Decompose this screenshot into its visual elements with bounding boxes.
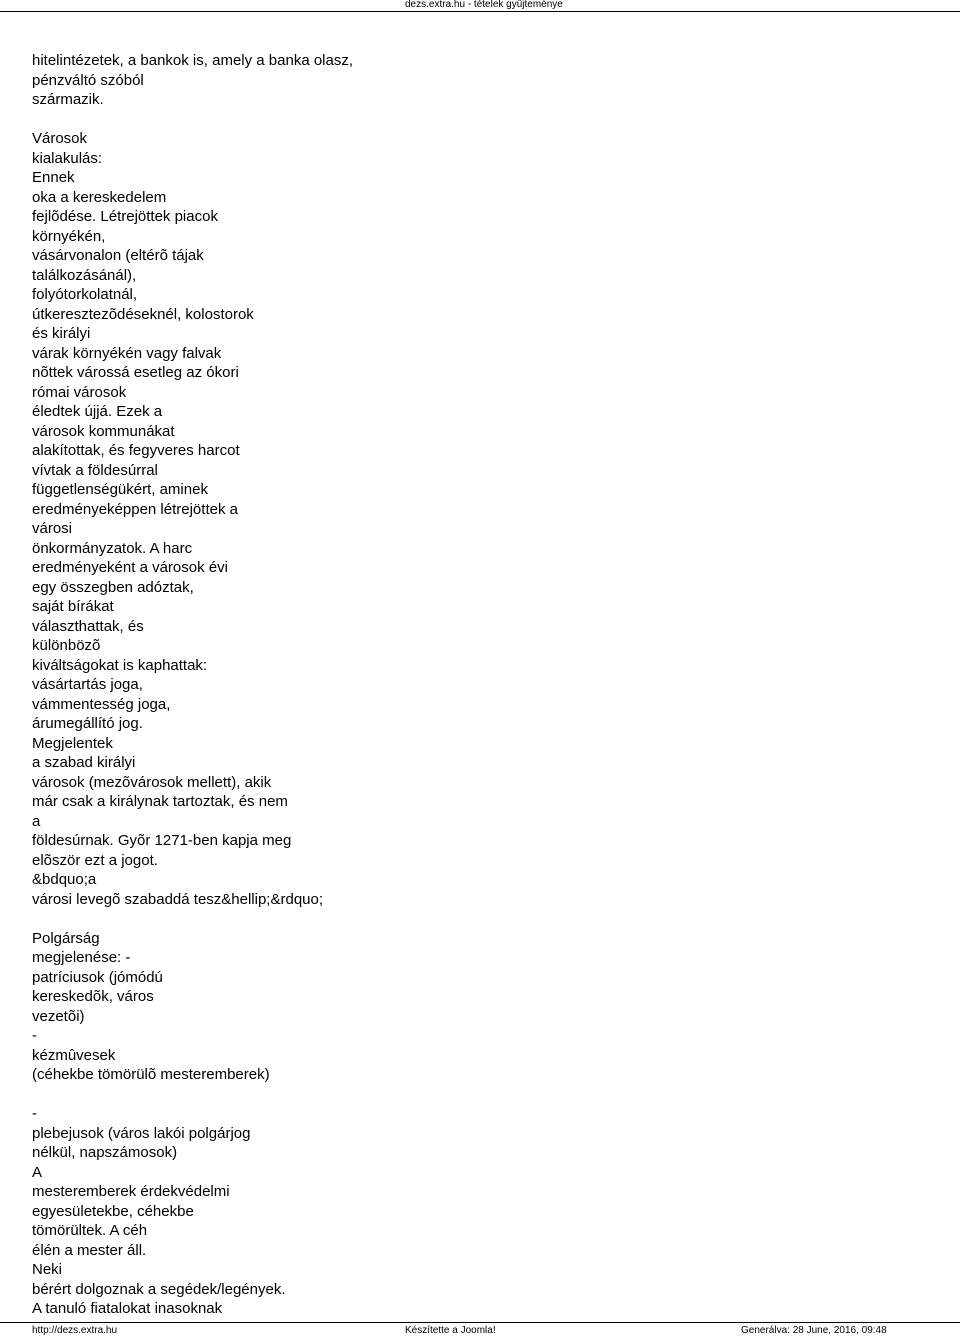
text-line: függetlenségükért, aminek xyxy=(32,481,208,498)
text-line: városok kommunákat xyxy=(32,422,175,440)
text-line: a szabad királyi xyxy=(32,754,136,771)
text-line: eredményeképpen létrejöttek a xyxy=(32,500,238,518)
text-line: A xyxy=(32,1163,43,1181)
text-line: városi xyxy=(32,520,73,537)
text-line: megjelenése: - xyxy=(32,949,131,966)
text-line: nõttek várossá esetleg az ókori xyxy=(32,364,239,381)
text-line: és királyi xyxy=(32,325,91,342)
text-line: élén a mester áll. xyxy=(32,1241,147,1259)
text-line: oka a kereskedelem xyxy=(32,188,167,206)
text-line: választhattak, és xyxy=(32,617,144,635)
text-line: alakítottak, és fegyveres harcot xyxy=(32,442,240,459)
text-line: (céhekbe tömörülõ mesteremberek) xyxy=(32,1066,270,1083)
page-header xyxy=(0,0,960,12)
text-line: patríciusok (jómódú xyxy=(32,968,163,986)
text-line xyxy=(32,1085,432,1105)
text-line: tömörültek. A céh xyxy=(32,1222,148,1239)
text-line: elõször ezt a jogot. xyxy=(32,851,158,869)
text-line: kiváltságokat is kaphattak: xyxy=(32,656,208,674)
text-line: várak környékén vagy falvak xyxy=(32,344,222,362)
text-line: a xyxy=(32,812,41,830)
footer-generated-date: Generálva: 28 June, 2016, 09:48 xyxy=(741,1325,887,1336)
text-line: eredményeként a városok évi xyxy=(32,559,228,576)
text-line: Megjelentek xyxy=(32,734,113,752)
text-line: vámmentesség joga, xyxy=(32,695,171,713)
text-line: Városok xyxy=(32,130,88,147)
text-line: kézmûvesek xyxy=(32,1046,116,1064)
text-line: önkormányzatok. A harc xyxy=(32,539,193,557)
text-line: - xyxy=(32,1027,37,1044)
text-line: mesteremberek érdekvédelmi xyxy=(32,1183,230,1200)
text-line: egy összegben adóztak, xyxy=(32,578,194,596)
footer-site-url: http://dezs.extra.hu xyxy=(32,1325,118,1336)
text-line: saját bírákat xyxy=(32,598,114,615)
text-line: plebejusok (város lakói polgárjog xyxy=(32,1124,251,1142)
header-site-title: dezs.extra.hu - tételek gyűjteménye xyxy=(405,0,563,10)
text-line: környékén, xyxy=(32,227,106,245)
text-line: egyesületekbe, céhekbe xyxy=(32,1202,194,1220)
text-line: bérért dolgoznak a segédek/legények. xyxy=(32,1280,286,1298)
text-line: kereskedõk, város xyxy=(32,988,154,1005)
document-body xyxy=(32,51,432,1319)
text-line: vásárvonalon (eltérõ tájak xyxy=(32,247,204,264)
text-line: folyótorkolatnál, xyxy=(32,286,138,303)
text-line xyxy=(32,909,432,929)
text-line: pénzváltó szóból xyxy=(32,71,144,89)
text-line: találkozásánál), xyxy=(32,266,137,284)
text-line: hitelintézetek, a bankok is, amely a banka olasz, xyxy=(32,52,354,69)
text-line: éledtek újjá. Ezek a xyxy=(32,403,163,420)
text-line: &bdquo;a xyxy=(32,871,97,888)
footer-divider xyxy=(0,1322,960,1323)
text-line: nélkül, napszámosok) xyxy=(32,1144,178,1161)
text-line: útkeresztezõdéseknél, kolostorok xyxy=(32,305,254,323)
text-line: fejlõdése. Létrejöttek piacok xyxy=(32,208,218,225)
text-line xyxy=(32,110,432,130)
text-line: Polgárság xyxy=(32,929,100,947)
text-line: - xyxy=(32,1105,37,1122)
page-footer xyxy=(0,1322,960,1338)
text-line: különbözõ xyxy=(32,637,101,654)
header-divider xyxy=(0,11,960,12)
text-line: városi levegõ szabaddá tesz&hellip;&rdquo; xyxy=(32,890,324,908)
text-line: Neki xyxy=(32,1261,63,1278)
text-line: A tanuló fiatalokat inasoknak xyxy=(32,1300,223,1317)
text-line: már csak a királynak tartoztak, és nem xyxy=(32,793,288,810)
footer-generator-credit: Készítette a Joomla! xyxy=(405,1325,496,1336)
text-line: származik. xyxy=(32,91,104,108)
text-line: árumegállító jog. xyxy=(32,715,143,732)
text-line: földesúrnak. Gyõr 1271-ben kapja meg xyxy=(32,832,292,849)
text-line: kialakulás: xyxy=(32,149,103,167)
text-line: vásártartás joga, xyxy=(32,676,143,693)
text-line: Ennek xyxy=(32,169,75,186)
text-line: városok (mezõvárosok mellett), akik xyxy=(32,773,272,791)
text-line: római városok xyxy=(32,383,127,401)
text-line: vívtak a földesúrral xyxy=(32,461,158,479)
text-line: vezetõi) xyxy=(32,1007,85,1025)
